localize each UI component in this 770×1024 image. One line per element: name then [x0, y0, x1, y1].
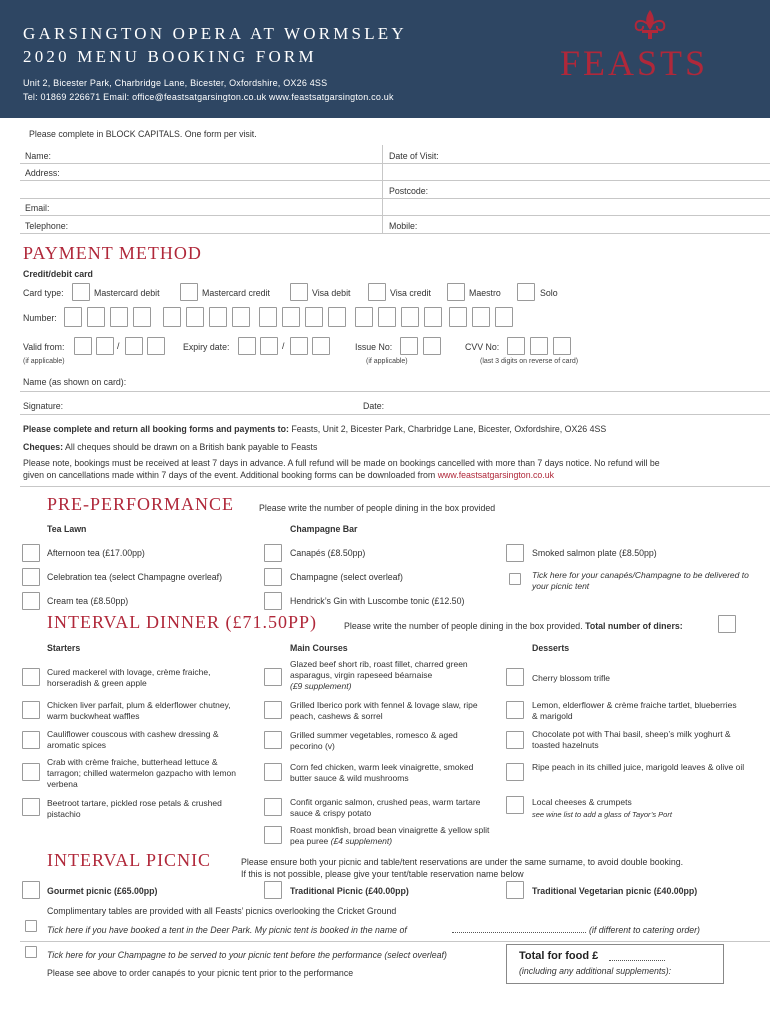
interval-dinner-instruction	[344, 621, 683, 631]
picnic-divider	[20, 941, 770, 942]
expiry-year-2[interactable]	[312, 337, 330, 355]
pre-performance-instruction: Please write the number of people dining in the box provided	[259, 503, 496, 513]
main-6-qty-box[interactable]	[264, 826, 282, 844]
picnic-instruction-line1: Please ensure both your picnic and table/tent reservations are under the same surname, to avoid double booking.	[241, 857, 684, 867]
booking-note-line2	[23, 470, 554, 480]
cream-tea-qty-box[interactable]	[22, 592, 40, 610]
card-digit-box[interactable]	[495, 307, 513, 327]
email-label: Email:	[25, 203, 50, 213]
expiry-slash: /	[282, 341, 285, 351]
payment-method-heading: PAYMENT METHOD	[23, 243, 202, 263]
fleur-ornament-icon	[628, 6, 672, 40]
download-link[interactable]: www.feastsatgarsington.co.uk	[437, 470, 555, 480]
signature-field-line[interactable]	[20, 414, 770, 415]
card-digit-box[interactable]	[355, 307, 373, 327]
canapes-qty-box[interactable]	[264, 544, 282, 562]
signature-label: Signature:	[23, 401, 64, 411]
block-capitals-instruction: Please complete in BLOCK CAPITALS. One form per visit.	[29, 129, 257, 139]
dessert-1-label: Cherry blossom trifle	[532, 673, 610, 683]
dessert-4-qty-box[interactable]	[506, 763, 524, 781]
picnic-instruction-line2: If this is not possible, please give your tent/table reservation name below	[241, 869, 524, 879]
dessert-5-qty-box[interactable]	[506, 796, 524, 814]
hendricks-gin-qty-box[interactable]	[264, 592, 282, 610]
card-digit-box[interactable]	[232, 307, 250, 327]
mastercard-credit-checkbox[interactable]	[180, 283, 198, 301]
card-digit-box[interactable]	[449, 307, 467, 327]
deliver-to-tent-checkbox[interactable]	[509, 573, 521, 585]
starter-2-label: Chicken liver parfait, plum & elderflower chutney, warm buckwheat waffles	[47, 700, 231, 721]
return-address-text	[23, 424, 606, 434]
visa-credit-checkbox[interactable]	[368, 283, 386, 301]
starter-4-label: Crab with crème fraiche, butterhead lettuce & tarragon; chilled watermelon gazpacho with lemon verbena	[47, 757, 236, 789]
deer-park-tent-label: Tick here if you have booked a tent in the Deer Park. My picnic tent is booked in the name of	[47, 925, 407, 935]
starters-heading: Starters	[47, 643, 81, 653]
issue-number-hint: (if applicable)	[366, 358, 408, 365]
booking-note-line1: Please note, bookings must be received at least 7 days in advance. A full refund will be made on bookings cancelled with more than 7 days notice. No refund will be	[23, 458, 660, 468]
visa-credit-label: Visa credit	[390, 288, 431, 298]
valid-from-month-1[interactable]	[74, 337, 92, 355]
tea-lawn-heading: Tea Lawn	[47, 524, 87, 534]
main-1-item	[290, 659, 505, 692]
card-number-label: Number:	[23, 313, 57, 323]
expiry-month-1[interactable]	[238, 337, 256, 355]
telephone-field-line[interactable]	[20, 233, 770, 234]
champagne-to-tent-checkbox[interactable]	[25, 946, 37, 958]
valid-from-month-2[interactable]	[96, 337, 114, 355]
starter-2-qty-box[interactable]	[22, 701, 40, 719]
company-contact: Tel: 01869 226671 Email: office@feastsatgarsington.co.uk www.feastsatgarsington.co.uk	[23, 92, 394, 102]
company-address: Unit 2, Bicester Park, Charbridge Lane, Bicester, Oxfordshire, OX26 4SS	[23, 78, 328, 88]
vegetarian-picnic-label: Traditional Vegetarian picnic (£40.00pp)	[532, 886, 698, 896]
credit-card-heading: Credit/debit card	[23, 269, 93, 279]
champagne-label: Champagne (select overleaf)	[290, 572, 403, 582]
champagne-to-tent-label: Tick here for your Champagne to be served to your picnic tent before the performance (select overleaf)	[47, 950, 447, 960]
afternoon-tea-label: Afternoon tea (£17.00pp)	[47, 548, 145, 558]
address-field-line[interactable]	[20, 180, 770, 181]
deliver-to-tent-label: Tick here for your canapés/Champagne to be delivered to your picnic tent	[532, 570, 749, 591]
expiry-month-2[interactable]	[260, 337, 278, 355]
expiry-date-label: Expiry date:	[183, 342, 230, 352]
afternoon-tea-qty-box[interactable]	[22, 544, 40, 562]
maestro-label: Maestro	[469, 288, 501, 298]
main-3-label: Grilled summer vegetables, romesco & aged pecorino (v)	[290, 730, 458, 751]
starter-1-qty-box[interactable]	[22, 668, 40, 686]
card-digit-box[interactable]	[64, 307, 82, 327]
card-digit-box[interactable]	[110, 307, 128, 327]
name-field-line[interactable]	[20, 163, 770, 164]
starter-5-qty-box[interactable]	[22, 798, 40, 816]
mastercard-credit-label: Mastercard credit	[202, 288, 270, 298]
cvv-hint: (last 3 digits on reverse of card)	[480, 358, 579, 365]
solo-label: Solo	[540, 288, 558, 298]
card-digit-box[interactable]	[163, 307, 181, 327]
mobile-label: Mobile:	[389, 221, 418, 231]
card-digit-box[interactable]	[424, 307, 442, 327]
main-5-label: Confit organic salmon, crushed peas, warm tartare sauce & crispy potato	[290, 797, 481, 818]
mastercard-debit-label: Mastercard debit	[94, 288, 160, 298]
interval-dinner-instruction-text: Please write the number of people dining in the box provided.	[344, 621, 583, 631]
feasts-logo: FEASTS	[560, 43, 709, 83]
maestro-checkbox[interactable]	[447, 283, 465, 301]
card-digit-box[interactable]	[282, 307, 300, 327]
expiry-year-1[interactable]	[290, 337, 308, 355]
cvv-box-2[interactable]	[530, 337, 548, 355]
main-4-label: Corn fed chicken, warm leek vinaigrette, smoked butter sauce & wild mushrooms	[290, 762, 474, 783]
dessert-3-label: Chocolate pot with Thai basil, sheep’s milk yoghurt & toasted hazelnuts	[532, 729, 731, 750]
main-6-item	[290, 825, 505, 847]
card-digit-box[interactable]	[259, 307, 277, 327]
visa-debit-checkbox[interactable]	[290, 283, 308, 301]
cheques-detail: All cheques should be drawn on a British bank payable to Feasts	[63, 442, 318, 452]
dessert-2-qty-box[interactable]	[506, 701, 524, 719]
interval-dinner-heading: INTERVAL DINNER (£71.50PP)	[47, 612, 318, 632]
name-on-card-label: Name (as shown on card):	[23, 377, 127, 387]
dessert-1-qty-box[interactable]	[506, 668, 524, 686]
date-of-visit-label: Date of Visit:	[389, 151, 439, 161]
dessert-3-qty-box[interactable]	[506, 731, 524, 749]
valid-from-year-2[interactable]	[147, 337, 165, 355]
details-divider	[382, 145, 383, 233]
starter-5-label: Beetroot tartare, pickled rose petals & crushed pistachio	[47, 798, 222, 819]
main-2-qty-box[interactable]	[264, 701, 282, 719]
main-courses-heading: Main Courses	[290, 643, 348, 653]
gourmet-picnic-label: Gourmet picnic (£65.00pp)	[47, 886, 158, 896]
starter-3-qty-box[interactable]	[22, 731, 40, 749]
food-total-note: (including any additional supplements):	[519, 966, 672, 976]
vegetarian-picnic-qty-box[interactable]	[506, 881, 524, 899]
complimentary-tables-note: Complimentary tables are provided with all Feasts’ picnics overlooking the Cricket Ground	[47, 906, 397, 916]
card-digit-box[interactable]	[305, 307, 323, 327]
hendricks-gin-label: Hendrick’s Gin with Luscombe tonic (£12.50)	[290, 596, 465, 606]
champagne-qty-box[interactable]	[264, 568, 282, 586]
tent-name-field[interactable]	[452, 923, 586, 933]
telephone-label: Telephone:	[25, 221, 69, 231]
card-digit-box[interactable]	[401, 307, 419, 327]
email-field-line[interactable]	[20, 215, 770, 216]
main-2-label: Grilled Iberico pork with fennel & lovage slaw, ripe peach, cashews & sorrel	[290, 700, 478, 721]
interval-picnic-heading: INTERVAL PICNIC	[47, 850, 212, 870]
return-address-detail: Feasts, Unit 2, Bicester Park, Charbridge Lane, Bicester, Oxfordshire, OX26 4SS	[288, 424, 607, 434]
card-digit-box[interactable]	[328, 307, 346, 327]
return-address-heading: Please complete and return all booking forms and payments to:	[23, 424, 289, 434]
card-digit-box[interactable]	[378, 307, 396, 327]
date-label: Date:	[363, 401, 385, 411]
main-6-supplement: (£4 supplement)	[330, 836, 393, 846]
starter-3-label: Cauliflower couscous with cashew dressing & aromatic spices	[47, 729, 219, 750]
name-label: Name:	[25, 151, 51, 161]
traditional-picnic-qty-box[interactable]	[264, 881, 282, 899]
valid-from-hint: (if applicable)	[23, 358, 65, 365]
port-wine-note: see wine list to add a glass of Tayor’s Port	[532, 810, 672, 819]
deer-park-tent-checkbox[interactable]	[25, 920, 37, 932]
valid-from-label: Valid from:	[23, 342, 65, 352]
valid-from-year-1[interactable]	[125, 337, 143, 355]
mastercard-debit-checkbox[interactable]	[72, 283, 90, 301]
tent-name-suffix: (if different to catering order)	[589, 925, 700, 935]
dessert-4-label: Ripe peach in its chilled juice, marigold leaves & olive oil	[532, 762, 745, 772]
cvv-box-3[interactable]	[553, 337, 571, 355]
main-3-qty-box[interactable]	[264, 731, 282, 749]
main-1-supplement: (£9 supplement)	[290, 681, 352, 691]
main-5-qty-box[interactable]	[264, 798, 282, 816]
food-total-label: Total for food £	[519, 950, 599, 962]
canapes-label: Canapés (£8.50pp)	[290, 548, 366, 558]
canapes-tent-note: Please see above to order canapés to your picnic tent prior to the performance	[47, 968, 354, 978]
cvv-label: CVV No:	[465, 342, 500, 352]
cvv-box-1[interactable]	[507, 337, 525, 355]
starter-4-qty-box[interactable]	[22, 763, 40, 781]
issue-number-box-2[interactable]	[423, 337, 441, 355]
address-label: Address:	[25, 168, 60, 178]
card-digit-box[interactable]	[87, 307, 105, 327]
main-4-qty-box[interactable]	[264, 763, 282, 781]
visa-debit-label: Visa debit	[312, 288, 351, 298]
total-diners-label: Total number of diners:	[585, 621, 683, 631]
dessert-2-label: Lemon, elderflower & crème fraiche tartlet, blueberries & marigold	[532, 700, 737, 721]
smoked-salmon-label: Smoked salmon plate (£8.50pp)	[532, 548, 657, 558]
main-1-qty-box[interactable]	[264, 668, 282, 686]
food-total-amount-field[interactable]	[609, 950, 665, 961]
form-title-line1: GARSINGTON OPERA AT WORMSLEY	[23, 24, 407, 43]
card-type-label: Card type:	[23, 288, 64, 298]
card-digit-box[interactable]	[472, 307, 490, 327]
starter-1-label: Cured mackerel with lovage, crème fraiche, horseradish & green apple	[47, 667, 211, 688]
card-digit-box[interactable]	[133, 307, 151, 327]
payment-section-divider	[20, 486, 770, 487]
main-1-label: Glazed beef short rib, roast fillet, charred green asparagus, virgin rapeseed béarnaise	[290, 659, 468, 680]
gourmet-picnic-qty-box[interactable]	[22, 881, 40, 899]
celebration-tea-label: Celebration tea (select Champagne overleaf)	[47, 572, 223, 582]
card-digit-box[interactable]	[209, 307, 227, 327]
solo-checkbox[interactable]	[517, 283, 535, 301]
postcode-field-line[interactable]	[20, 198, 770, 199]
total-diners-box[interactable]	[718, 615, 736, 633]
booking-note-text: given on cancellations made within 7 days of the event. Additional booking forms can be downloaded from	[23, 470, 438, 480]
traditional-picnic-label: Traditional Picnic (£40.00pp)	[290, 886, 409, 896]
form-title-line2: 2020 MENU BOOKING FORM	[23, 47, 317, 66]
cheques-text	[23, 442, 317, 452]
smoked-salmon-qty-box[interactable]	[506, 544, 524, 562]
card-digit-box[interactable]	[186, 307, 204, 327]
dessert-5-label: Local cheeses & crumpets	[532, 797, 632, 807]
cheques-heading: Cheques:	[23, 442, 64, 452]
issue-number-box-1[interactable]	[400, 337, 418, 355]
cream-tea-label: Cream tea (£8.50pp)	[47, 596, 129, 606]
desserts-heading: Desserts	[532, 643, 570, 653]
celebration-tea-qty-box[interactable]	[22, 568, 40, 586]
name-on-card-field-line[interactable]	[20, 391, 770, 392]
issue-number-label: Issue No:	[355, 342, 393, 352]
pre-performance-heading: PRE-PERFORMANCE	[47, 494, 235, 514]
main-6-label: Roast monkfish, broad bean vinaigrette & yellow split pea puree	[290, 825, 490, 846]
valid-from-slash: /	[117, 341, 120, 351]
postcode-label: Postcode:	[389, 186, 429, 196]
champagne-bar-heading: Champagne Bar	[290, 524, 358, 534]
